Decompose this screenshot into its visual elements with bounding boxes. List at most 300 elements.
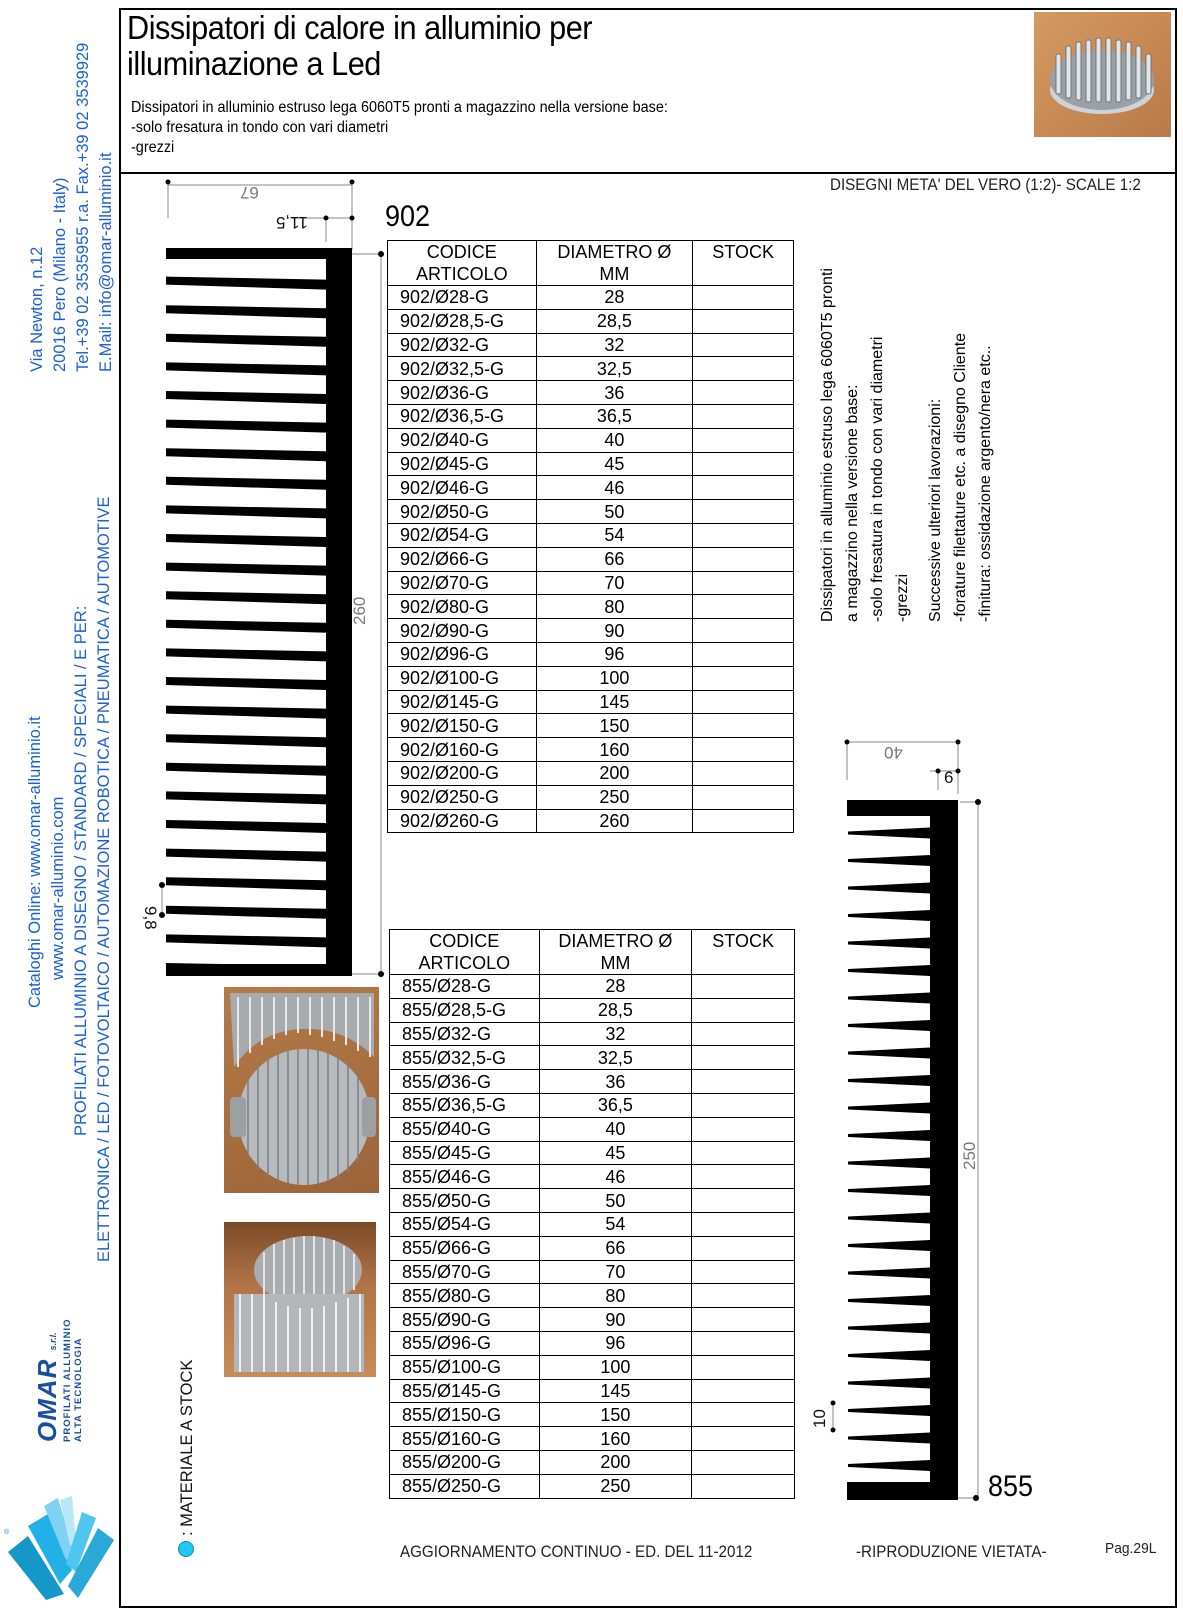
cell-dia: 32,5 [536, 357, 693, 381]
cell-code: 902/Ø80-G [388, 595, 537, 619]
cell-stock [693, 357, 794, 381]
fin [848, 1268, 930, 1279]
fin [848, 1103, 930, 1114]
cell-code: 902/Ø32,5-G [388, 357, 537, 381]
side-note [815, 268, 998, 622]
cell-stock [692, 1427, 795, 1451]
table-row [388, 309, 794, 333]
product-photo-2 [224, 1222, 376, 1377]
cell-stock [693, 690, 794, 714]
table-855 [389, 929, 795, 1499]
fin [166, 591, 326, 604]
cell-dia: 90 [536, 619, 693, 643]
svg-text:®: ® [4, 1529, 10, 1536]
cell-dia: 100 [539, 1355, 692, 1379]
cell-dia: 40 [536, 428, 693, 452]
cell-code: 902/Ø250-G [388, 785, 537, 809]
catalog-online-link[interactable]: Cataloghi Online: www.omar-alluminio.it [26, 716, 44, 1008]
fin [848, 1350, 930, 1361]
table-row [388, 357, 794, 381]
cell-code: 902/Ø90-G [388, 619, 537, 643]
cell-dia: 250 [539, 1474, 692, 1498]
cell-stock [693, 619, 794, 643]
table-row [388, 476, 794, 500]
table-row [390, 1474, 795, 1498]
table-row [390, 998, 795, 1022]
header-stock: STOCK [692, 930, 795, 975]
cell-code: 855/Ø54-G [390, 1212, 540, 1236]
table-row [388, 690, 794, 714]
cell-stock [692, 1141, 795, 1165]
dim-902-height: 260 [350, 596, 369, 625]
header-diameter: DIAMETRO Ø MM [536, 241, 693, 286]
cell-dia: 45 [536, 452, 693, 476]
logo-suffix: s.r.l. [48, 1332, 58, 1351]
cell-dia: 260 [536, 809, 693, 833]
cell-dia: 32 [539, 1022, 692, 1046]
table-row [390, 1141, 795, 1165]
cell-code: 855/Ø28-G [390, 975, 540, 999]
catalog-block [24, 716, 70, 1008]
cell-dia: 54 [536, 523, 693, 547]
cell-dia: 200 [536, 761, 693, 785]
side-note-line-5: Successive ulteriori lavorazioni: [927, 398, 944, 622]
cell-code: 902/Ø66-G [388, 547, 537, 571]
cell-code: 902/Ø36-G [388, 381, 537, 405]
side-note-line-2: a magazzino nella versione base: [844, 384, 861, 622]
table-row [388, 666, 794, 690]
cell-dia: 54 [539, 1212, 692, 1236]
fin [848, 1020, 930, 1031]
product-photo-1 [224, 987, 379, 1193]
fin [848, 965, 930, 976]
table-row [388, 428, 794, 452]
cell-dia: 80 [539, 1284, 692, 1308]
table-row [388, 523, 794, 547]
table-row [388, 738, 794, 762]
table-row [388, 761, 794, 785]
cell-stock [693, 333, 794, 357]
table-row [388, 714, 794, 738]
cell-code: 855/Ø145-G [390, 1379, 540, 1403]
bottom-fin [166, 964, 352, 976]
title-line-1: Dissipatori di calore in alluminio per [127, 9, 593, 46]
cell-dia: 70 [539, 1260, 692, 1284]
cell-dia: 145 [539, 1379, 692, 1403]
fins-855 [847, 800, 958, 1500]
logo-tagline-2: ALTA TECNOLOGIA [73, 1337, 84, 1442]
cell-code: 902/Ø28-G [388, 286, 537, 310]
table-row [388, 500, 794, 524]
cell-code: 855/Ø100-G [390, 1355, 540, 1379]
side-note-line-3: -solo fresatura in tondo con vari diametri [869, 336, 886, 622]
desc-line-3: -grezzi [131, 139, 175, 156]
table-row [390, 1070, 795, 1094]
table-902 [387, 240, 794, 833]
cell-code: 855/Ø90-G [390, 1308, 540, 1332]
cell-code: 855/Ø80-G [390, 1284, 540, 1308]
fin [166, 849, 326, 862]
cell-dia: 45 [539, 1141, 692, 1165]
cell-dia: 46 [539, 1165, 692, 1189]
cell-stock [693, 714, 794, 738]
fin [848, 993, 930, 1004]
table-row [390, 1022, 795, 1046]
company-logo [2, 1310, 117, 1610]
footer-copyright: -RIPRODUZIONE VIETATA- [856, 1543, 1047, 1561]
table-row [390, 1165, 795, 1189]
fin [848, 1240, 930, 1251]
table-row [390, 1260, 795, 1284]
cell-stock [692, 1260, 795, 1284]
cell-dia: 90 [539, 1308, 692, 1332]
address-street: Via Newton, n.12 [28, 246, 46, 372]
cell-stock [693, 500, 794, 524]
table-855-header [390, 930, 795, 975]
cell-stock [692, 1165, 795, 1189]
fin [848, 1295, 930, 1306]
side-note-line-4: -grezzi [894, 573, 911, 622]
cell-stock [692, 998, 795, 1022]
fin [848, 1433, 930, 1444]
cell-dia: 36 [539, 1070, 692, 1094]
cell-stock [692, 1474, 795, 1498]
fin [166, 763, 326, 776]
dim-902-width: 67 [240, 183, 259, 202]
dim-902-base: 11,5 [276, 213, 308, 232]
sectors-block [70, 496, 116, 1262]
cell-stock [692, 1284, 795, 1308]
cell-dia: 46 [536, 476, 693, 500]
top-fin [166, 248, 352, 259]
fin [166, 420, 326, 433]
cell-code: 855/Ø40-G [390, 1117, 540, 1141]
address-phone-fax: Tel.+39 02 3535955 r.a. Fax.+39 02 3539929 [74, 42, 92, 372]
fin [848, 1158, 930, 1169]
fin [166, 620, 326, 633]
side-note-line-7: -finitura: ossidazione argento/nera etc.. [977, 345, 994, 622]
cell-stock [692, 1236, 795, 1260]
table-row [388, 452, 794, 476]
cell-code: 855/Ø66-G [390, 1236, 540, 1260]
cell-dia: 160 [536, 738, 693, 762]
cell-stock [692, 1212, 795, 1236]
bottom-fin [847, 1482, 958, 1500]
cell-stock [692, 1331, 795, 1355]
cell-stock [692, 1450, 795, 1474]
cell-dia: 200 [539, 1450, 692, 1474]
cell-stock [692, 1117, 795, 1141]
cell-code: 855/Ø200-G [390, 1450, 540, 1474]
logo-name: OMAR [32, 1358, 62, 1442]
profile-902-drawing [130, 170, 390, 985]
model-902-label: 902 [385, 200, 431, 233]
address-city: 20016 Pero (Milano - Italy) [51, 177, 69, 372]
cell-stock [692, 1022, 795, 1046]
fin [848, 828, 930, 839]
fin [166, 277, 326, 290]
table-row [390, 1284, 795, 1308]
omar-v-logo-icon [2, 1460, 117, 1600]
address-block [26, 43, 118, 372]
title-line-2: illuminazione a Led [127, 45, 381, 82]
cell-code: 855/Ø32,5-G [390, 1046, 540, 1070]
table-row [388, 286, 794, 310]
table-row [388, 333, 794, 357]
cell-code: 902/Ø40-G [388, 428, 537, 452]
table-row [388, 547, 794, 571]
desc-line-1: Dissipatori in alluminio estruso lega 6060T5 pronti a magazzino nella versione base: [131, 99, 668, 116]
cell-dia: 50 [536, 500, 693, 524]
cell-stock [692, 1046, 795, 1070]
cell-code: 902/Ø70-G [388, 571, 537, 595]
cell-dia: 28 [536, 286, 693, 310]
table-row [390, 1046, 795, 1070]
cell-code: 902/Ø54-G [388, 523, 537, 547]
table-row [388, 381, 794, 405]
fin [848, 1405, 930, 1416]
fin [848, 1460, 930, 1471]
fin [166, 505, 326, 518]
cell-code: 902/Ø100-G [388, 666, 537, 690]
cell-dia: 36 [536, 381, 693, 405]
fin [848, 1048, 930, 1059]
desc-line-2: -solo fresatura in tondo con vari diametri [131, 119, 389, 136]
address-email: E.Mail: info@omar-alluminio.it [97, 152, 115, 372]
cell-stock [693, 381, 794, 405]
dim-855-height: 250 [960, 1141, 979, 1170]
table-row [388, 809, 794, 833]
fin [848, 1378, 930, 1389]
cell-code: 855/Ø32-G [390, 1022, 540, 1046]
cell-dia: 96 [539, 1331, 692, 1355]
cell-dia: 36,5 [536, 404, 693, 428]
cell-dia: 28,5 [536, 309, 693, 333]
table-row [390, 1236, 795, 1260]
cell-code: 902/Ø50-G [388, 500, 537, 524]
cell-dia: 32,5 [539, 1046, 692, 1070]
cell-dia: 66 [536, 547, 693, 571]
cell-code: 855/Ø96-G [390, 1331, 540, 1355]
fin [166, 791, 326, 804]
cell-dia: 28 [539, 975, 692, 999]
cell-dia: 36,5 [539, 1093, 692, 1117]
table-row [390, 1212, 795, 1236]
fin [848, 855, 930, 866]
table-row [390, 1308, 795, 1332]
header-diameter: DIAMETRO Ø MM [539, 930, 692, 975]
logo-tagline-1: PROFILATI ALLUMINIO [62, 1318, 73, 1442]
cell-stock [693, 595, 794, 619]
table-row [390, 1450, 795, 1474]
fin [166, 334, 326, 347]
cell-dia: 96 [536, 642, 693, 666]
fin [166, 706, 326, 719]
fin [166, 648, 326, 661]
stock-legend-dot-icon [178, 1541, 194, 1557]
header-code: CODICE ARTICOLO [390, 930, 540, 975]
cell-code: 902/Ø200-G [388, 761, 537, 785]
cell-stock [693, 476, 794, 500]
stock-legend-text: : MATERIALE A STOCK [178, 1359, 196, 1536]
cell-stock [692, 975, 795, 999]
cell-dia: 70 [536, 571, 693, 595]
cell-dia: 66 [539, 1236, 692, 1260]
cell-dia: 160 [539, 1427, 692, 1451]
fin [848, 1185, 930, 1196]
table-row [390, 1355, 795, 1379]
cell-code: 855/Ø160-G [390, 1427, 540, 1451]
fins-902 [166, 248, 352, 976]
table-row [390, 1427, 795, 1451]
cell-stock [693, 547, 794, 571]
cell-stock [693, 404, 794, 428]
side-note-line-6: -forature filettature etc. a disegno Cliente [952, 332, 969, 622]
cell-stock [693, 452, 794, 476]
cell-stock [692, 1070, 795, 1094]
cell-stock [693, 571, 794, 595]
fin [848, 1075, 930, 1086]
fin [166, 477, 326, 490]
table-row [388, 642, 794, 666]
model-855-label: 855 [988, 1470, 1034, 1503]
dim-855-width: 40 [884, 743, 903, 762]
cell-code: 902/Ø150-G [388, 714, 537, 738]
cell-dia: 250 [536, 785, 693, 809]
side-note-line-1: Dissipatori in alluminio estruso lega 6060T5 pronti [819, 268, 836, 622]
header-product-photo [1034, 12, 1171, 137]
table-row [390, 1189, 795, 1213]
cell-stock [693, 809, 794, 833]
table-row [390, 1379, 795, 1403]
fin [848, 910, 930, 921]
dim-902-pitch: 9,8 [141, 906, 160, 930]
cell-code: 855/Ø28,5-G [390, 998, 540, 1022]
fin [848, 1130, 930, 1141]
footer-edition: AGGIORNAMENTO CONTINUO - ED. DEL 11-2012 [400, 1543, 753, 1561]
table-row [388, 571, 794, 595]
cell-stock [692, 1308, 795, 1332]
cell-code: 855/Ø46-G [390, 1165, 540, 1189]
base-bar [930, 800, 958, 1500]
profile-855-drawing [830, 730, 1010, 1510]
cell-code: 855/Ø36-G [390, 1070, 540, 1094]
table-row [388, 595, 794, 619]
table-row [390, 1403, 795, 1427]
dim-855-pitch: 10 [810, 1409, 829, 1428]
cell-stock [693, 642, 794, 666]
cell-stock [693, 309, 794, 333]
cell-stock [693, 286, 794, 310]
cell-code: 902/Ø145-G [388, 690, 537, 714]
cell-dia: 40 [539, 1117, 692, 1141]
cell-stock [693, 761, 794, 785]
cell-code: 855/Ø36,5-G [390, 1093, 540, 1117]
fin [848, 883, 930, 894]
cell-dia: 150 [536, 714, 693, 738]
cell-dia: 145 [536, 690, 693, 714]
cell-dia: 150 [539, 1403, 692, 1427]
table-902-header [388, 241, 794, 286]
fin [166, 677, 326, 690]
cell-stock [692, 1379, 795, 1403]
fin [848, 1213, 930, 1224]
fin [166, 563, 326, 576]
page-title [127, 8, 592, 84]
cell-code: 902/Ø260-G [388, 809, 537, 833]
cell-stock [692, 1093, 795, 1117]
sectors-line-1: PROFILATI ALLUMINIO A DISEGNO / STANDARD / SPECIALI / E PER: [72, 605, 90, 1136]
catalog-com-link[interactable]: www.omar-alluminio.com [49, 796, 67, 980]
cell-dia: 32 [536, 333, 693, 357]
fin [166, 391, 326, 404]
header-description [131, 98, 668, 158]
dim-855-base: 6 [944, 768, 954, 787]
cell-stock [692, 1189, 795, 1213]
cell-stock [693, 738, 794, 762]
fin [166, 877, 326, 890]
header-code: CODICE ARTICOLO [388, 241, 537, 286]
fin [848, 1323, 930, 1334]
cell-dia: 80 [536, 595, 693, 619]
table-row [390, 1117, 795, 1141]
table-row [388, 785, 794, 809]
cell-code: 902/Ø36,5-G [388, 404, 537, 428]
fin [848, 938, 930, 949]
cell-code: 902/Ø28,5-G [388, 309, 537, 333]
cell-stock [693, 666, 794, 690]
header-stock: STOCK [693, 241, 794, 286]
cell-code: 902/Ø45-G [388, 452, 537, 476]
cell-dia: 50 [539, 1189, 692, 1213]
fin [166, 305, 326, 318]
sectors-line-2: ELETTRONICA / LED / FOTOVOLTAICO / AUTOMAZIONE ROBOTICA / PNEUMATICA / AUTOMOTIVE [95, 496, 113, 1262]
scale-note: DISEGNI META' DEL VERO (1:2)- SCALE 1:2 [830, 176, 1141, 194]
fin [166, 734, 326, 747]
cell-code: 902/Ø46-G [388, 476, 537, 500]
footer-page-number: Pag.29L [1105, 1540, 1157, 1557]
fin [166, 820, 326, 833]
cell-stock [693, 785, 794, 809]
cell-stock [692, 1355, 795, 1379]
cell-code: 855/Ø50-G [390, 1189, 540, 1213]
cell-code: 855/Ø70-G [390, 1260, 540, 1284]
cell-code: 902/Ø32-G [388, 333, 537, 357]
fin [166, 448, 326, 461]
cell-dia: 100 [536, 666, 693, 690]
cell-dia: 28,5 [539, 998, 692, 1022]
cell-stock [693, 523, 794, 547]
table-row [388, 619, 794, 643]
cell-code: 902/Ø96-G [388, 642, 537, 666]
fin [166, 934, 326, 947]
cell-code: 855/Ø250-G [390, 1474, 540, 1498]
table-row [390, 1093, 795, 1117]
cell-code: 855/Ø45-G [390, 1141, 540, 1165]
cell-code: 855/Ø150-G [390, 1403, 540, 1427]
fin [166, 362, 326, 375]
table-row [390, 975, 795, 999]
table-row [390, 1331, 795, 1355]
cell-stock [693, 428, 794, 452]
fin [166, 906, 326, 919]
cell-code: 902/Ø160-G [388, 738, 537, 762]
cell-stock [692, 1403, 795, 1427]
table-row [388, 404, 794, 428]
base-bar [326, 248, 352, 976]
top-fin [847, 800, 958, 816]
fin [166, 534, 326, 547]
